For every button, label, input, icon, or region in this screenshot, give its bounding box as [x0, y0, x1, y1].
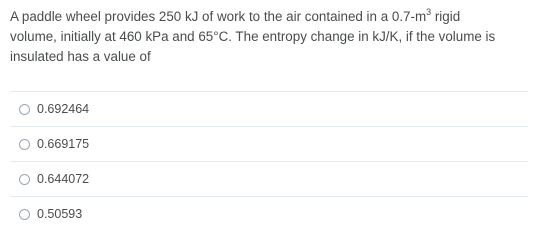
radio-button-icon[interactable]: [19, 209, 30, 220]
radio-button-icon[interactable]: [19, 174, 30, 185]
question-line-2: volume, initially at 460 kPa and 65°C. The entropy change in kJ/K, if the volume is: [10, 29, 496, 44]
answer-option-4[interactable]: [10, 196, 528, 231]
question-line-3: insulated has a value of: [10, 49, 151, 64]
answer-option-2[interactable]: [10, 126, 528, 161]
answer-option-label: 0.644072: [37, 172, 90, 186]
radio-button-icon[interactable]: [19, 139, 30, 150]
answer-option-label: 0.669175: [37, 137, 90, 151]
question-line-1: A paddle wheel provides 250 kJ of work to the air contained in a $0.7-m^3$ rigid: [10, 6, 461, 24]
radio-button-icon[interactable]: [19, 104, 30, 115]
answer-option-3[interactable]: [10, 161, 528, 196]
answer-option-label: 0.50593: [37, 207, 83, 221]
question-text: [10, 7, 530, 67]
answer-option-1[interactable]: [10, 91, 528, 126]
answer-option-label: 0.692464: [37, 102, 90, 116]
cubed-superscript: 3: [426, 6, 432, 17]
answer-options: [10, 91, 528, 231]
